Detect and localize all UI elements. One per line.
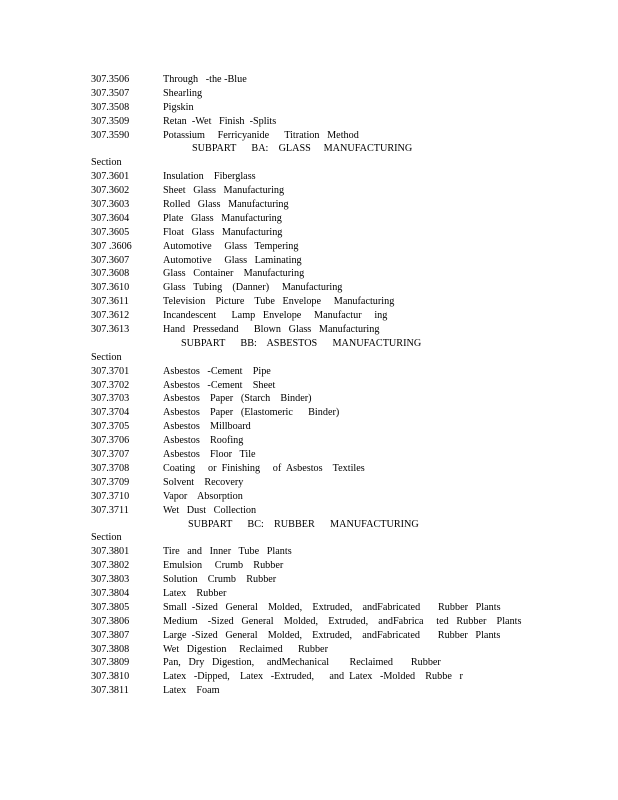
- section-entry: [91, 406, 611, 420]
- section-number: 307.3701: [91, 365, 130, 377]
- section-entry: [91, 670, 611, 684]
- section-number: 307.3612: [91, 310, 130, 322]
- section-entry: [91, 184, 611, 198]
- section-title: Hand Pressedand Blown Glass Manufacturing: [163, 324, 380, 336]
- section-title: Rolled Glass Manufacturing: [163, 199, 289, 211]
- section-number: 307.3707: [91, 449, 130, 461]
- section-number: 307.3602: [91, 185, 130, 197]
- section-entry: [91, 212, 611, 226]
- section-number: 307.3803: [91, 574, 130, 586]
- section-entry: [91, 504, 611, 518]
- section-title: Shearling: [163, 87, 203, 99]
- section-number: 307.3608: [91, 268, 130, 280]
- section-entry: [91, 309, 611, 323]
- section-title: Solution Crumb Rubber: [163, 574, 277, 586]
- section-number: 307.3806: [91, 615, 130, 627]
- section-number: 307.3509: [91, 115, 130, 127]
- section-title: Through -the -Blue: [163, 74, 247, 85]
- section-title: Asbestos Paper (Elastomeric Binder): [163, 407, 340, 419]
- section-entry: [91, 420, 611, 434]
- section-title: Latex Foam: [163, 685, 220, 697]
- section-entry: [91, 198, 611, 212]
- section-entry: [91, 559, 611, 573]
- section-entry: [91, 629, 611, 643]
- section-entry: [91, 254, 611, 268]
- section-number: 307.3604: [91, 212, 130, 224]
- subpart-heading-row: [91, 142, 611, 156]
- section-title: Retan -Wet Finish -Splits: [163, 115, 277, 127]
- section-entry: [91, 545, 611, 559]
- section-entry: [91, 490, 611, 504]
- section-entry: [91, 656, 611, 670]
- section-number: 307.3808: [91, 643, 130, 655]
- section-entry: [91, 240, 611, 254]
- subpart-heading: SUBPART BA: GLASS MANUFACTURING: [192, 143, 413, 155]
- section-number: 307.3601: [91, 171, 130, 183]
- section-number: 307.3710: [91, 490, 130, 502]
- section-number: 307.3507: [91, 87, 130, 99]
- section-label-row: [91, 351, 611, 365]
- section-entry: [91, 434, 611, 448]
- section-title: Pan, Dry Digestion, andMechanical Reclaimed Rubber: [163, 657, 441, 669]
- section-title: Plate Glass Manufacturing: [163, 212, 282, 224]
- section-title: Float Glass Manufacturing: [163, 226, 283, 238]
- section-title: Medium -Sized General Molded, Extruded, andFabrica ted Rubber Plants: [163, 615, 522, 627]
- section-entry: [91, 101, 611, 115]
- section-title: Incandescent Lamp Envelope Manufactur ing: [163, 310, 388, 322]
- section-title: Potassium Ferricyanide Titration Method: [163, 129, 359, 141]
- section-number: 307.3613: [91, 324, 130, 336]
- section-number: 307.3605: [91, 226, 130, 238]
- section-entry: [91, 587, 611, 601]
- section-title: Asbestos -Cement Pipe: [163, 365, 271, 377]
- section-entry: [91, 379, 611, 393]
- section-number: 307.3809: [91, 657, 130, 669]
- section-title: Coating or Finishing of Asbestos Textiles: [163, 462, 365, 474]
- section-number: 307.3607: [91, 254, 130, 266]
- section-entry: [91, 170, 611, 184]
- section-label: Section: [91, 351, 122, 363]
- section-title: Asbestos Roofing: [163, 435, 244, 447]
- section-title: Sheet Glass Manufacturing: [163, 185, 285, 197]
- section-entry: [91, 476, 611, 490]
- section-entry: [91, 684, 611, 698]
- section-entry: [91, 573, 611, 587]
- section-number: 307.3702: [91, 379, 130, 391]
- section-label-row: [91, 156, 611, 170]
- section-title: Glass Container Manufacturing: [163, 268, 305, 280]
- section-number: 307.3704: [91, 407, 130, 419]
- section-list: [91, 73, 611, 698]
- section-entry: [91, 365, 611, 379]
- section-number: 307.3708: [91, 462, 130, 474]
- section-number: 307.3611: [91, 296, 129, 308]
- subpart-heading-row: [91, 518, 611, 532]
- section-number: 307.3802: [91, 560, 130, 572]
- section-label: Section: [91, 532, 122, 544]
- section-number: 307.3805: [91, 601, 130, 613]
- section-number: 307 .3606: [91, 240, 132, 252]
- section-number: 307.3706: [91, 435, 130, 447]
- section-number: 307.3603: [91, 199, 130, 211]
- section-number: 307.3810: [91, 671, 130, 683]
- section-title: Pigskin: [163, 101, 194, 113]
- section-entry: [91, 601, 611, 615]
- section-number: 307.3506: [91, 74, 130, 85]
- section-label-row: [91, 531, 611, 545]
- section-entry: [91, 115, 611, 129]
- section-title: Solvent Recovery: [163, 476, 244, 488]
- section-title: Latex Rubber: [163, 587, 227, 599]
- section-entry: [91, 129, 611, 143]
- section-title: Large -Sized General Molded, Extruded, andFabricated Rubber Plants: [163, 629, 501, 641]
- section-entry: [91, 281, 611, 295]
- section-number: 307.3801: [91, 546, 130, 558]
- section-title: Wet Dust Collection: [163, 504, 257, 516]
- section-entry: [91, 462, 611, 476]
- section-title: Automotive Glass Tempering: [163, 240, 299, 252]
- section-entry: [91, 643, 611, 657]
- section-title: Wet Digestion Reclaimed Rubber: [163, 643, 328, 655]
- section-entry: [91, 448, 611, 462]
- section-title: Insulation Fiberglass: [163, 171, 256, 183]
- section-title: Asbestos Millboard: [163, 421, 251, 433]
- section-entry: [91, 615, 611, 629]
- section-title: Emulsion Crumb Rubber: [163, 560, 284, 572]
- section-title: Tire and Inner Tube Plants: [163, 546, 292, 558]
- section-entry: [91, 295, 611, 309]
- section-number: 307.3508: [91, 101, 130, 113]
- section-number: 307.3705: [91, 421, 130, 433]
- section-entry: [91, 226, 611, 240]
- section-entry: [91, 267, 611, 281]
- section-title: Small -Sized General Molded, Extruded, andFabricated Rubber Plants: [163, 601, 501, 613]
- section-title: Asbestos Paper (Starch Binder): [163, 393, 312, 405]
- section-label: Section: [91, 157, 122, 169]
- section-entry: [91, 87, 611, 101]
- section-number: 307.3807: [91, 629, 130, 641]
- section-entry: [91, 73, 611, 87]
- section-number: 307.3703: [91, 393, 130, 405]
- section-number: 307.3610: [91, 282, 130, 294]
- section-title: Latex -Dipped, Latex -Extruded, and Latex -Molded Rubbe r: [163, 671, 463, 683]
- section-title: Glass Tubing (Danner) Manufacturing: [163, 282, 343, 294]
- section-title: Asbestos Floor Tile: [163, 449, 256, 461]
- section-title: Asbestos -Cement Sheet: [163, 379, 276, 391]
- section-entry: [91, 323, 611, 337]
- subpart-heading: SUBPART BC: RUBBER MANUFACTURING: [188, 518, 419, 530]
- subpart-heading-row: [91, 337, 611, 351]
- section-number: 307.3811: [91, 685, 129, 697]
- section-number: 307.3590: [91, 129, 130, 141]
- section-number: 307.3709: [91, 476, 130, 488]
- section-title: Television Picture Tube Envelope Manufacturing: [163, 296, 395, 308]
- section-number: 307.3804: [91, 587, 130, 599]
- subpart-heading: SUBPART BB: ASBESTOS MANUFACTURING: [181, 337, 422, 349]
- section-title: Vapor Absorption: [163, 490, 243, 502]
- section-title: Automotive Glass Laminating: [163, 254, 302, 266]
- section-number: 307.3711: [91, 504, 129, 516]
- section-entry: [91, 392, 611, 406]
